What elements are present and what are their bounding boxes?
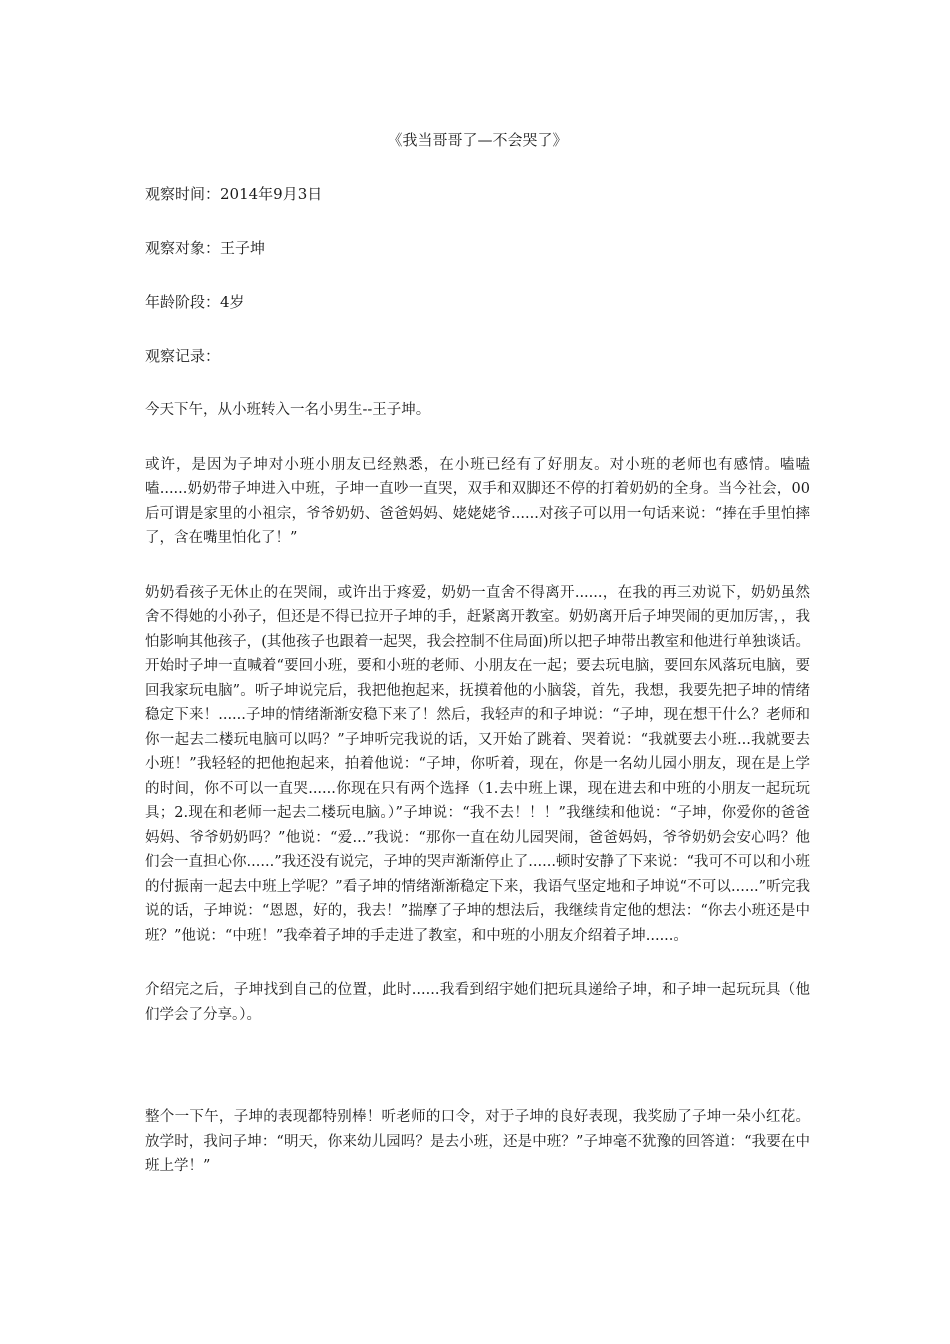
paragraph-conversation: 奶奶看孩子无休止的在哭闹，或许出于疼爱，奶奶一直舍不得离开......，在我的再三劝说下，奶奶虽然舍不得她的小孙子，但还是不得已拉开子坤的手，赶紧离开教室。奶奶离开后子坤哭闹的更加厉害，，我怕影响其他孩子，(其他孩子也跟着一起哭，我会控制不住局面)所以把子坤带出教室和他进行单独谈话。开始时子坤一直喊着“要回小班，要和小班的老师、小朋友在一起；要去玩电脑，要回东风落玩电脑，要回我家玩电脑”。听子坤说完后，我把他抱起来，抚摸着他的小脑袋，首先，我想，我要先把子坤的情绪稳定下来！......子坤的情绪渐渐安稳下来了！然后，我轻声的和子坤说：“子坤，现在想干什么？老师和你一起去二楼玩电脑可以吗？”子坤听完我说的话，又开始了跳着、哭着说：“我就要去小班...我就要去小班！”我轻轻的把他抱起来，拍着他说：“子坤，你听着，现在，你是一名幼儿园小朋友，现在是上学的时间，你不可以一直哭......你现在只有两个选择（1.去中班上课，现在进去和中班的小朋友一起玩玩具；2.现在和老师一起去二楼玩电脑。）”子坤说：“我不去！！！”我继续和他说：“子坤，你爱你的爸爸妈妈、爷爷奶奶吗？”他说：“爱...”我说：“那你一直在幼儿园哭闹，爸爸妈妈，爷爷奶奶会安心吗？他们会一直担心你......”我还没有说完，子坤的哭声渐渐停止了......顿时安静了下来说：“我可不可以和小班的付振南一起去中班上学呢？”看子坤的情绪渐渐稳定下来，我语气坚定地和子坤说“不可以......”听完我说的话，子坤说：“恩恩，好的，我去！”揣摩了子坤的想法后，我继续肯定他的想法：“你去小班还是中班？”他说：“中班！”我牵着子坤的手走进了教室，和中班的小朋友介绍着子坤......。 (145, 584, 810, 944)
observation-subject: 观察对象：王子坤 (145, 239, 266, 257)
blank-space (145, 1057, 810, 1105)
age-stage: 年龄阶段：4岁 (145, 293, 245, 311)
observation-record-label: 观察记录： (145, 347, 221, 365)
paragraph-introduction: 介绍完之后，子坤找到自己的位置，此时......我看到绍宇她们把玩具递给子坤，和子坤一起玩玩具（他们学会了分享。）。 (145, 982, 810, 1023)
paragraph-intro: 今天下午，从小班转入一名小男生--王子坤。 (145, 402, 431, 418)
paragraph-background: 或许，是因为子坤对小班小朋友已经熟悉，在小班已经有了好朋友。对小班的老师也有感情。嗑嗑嗑......奶奶带子坤进入中班，子坤一直吵一直哭，双手和双脚还不停的打着奶奶的全身。当今社会，00后可谓是家里的小祖宗，爷爷奶奶、爸爸妈妈、姥姥姥爷......对孩子可以用一句话来说：“捧在手里怕摔了，含在嘴里怕化了！” (145, 456, 810, 546)
observation-time: 观察时间：2014年9月3日 (145, 185, 323, 203)
document-title: 《我当哥哥了—不会哭了》 (387, 131, 568, 149)
document-page (145, 128, 810, 1209)
paragraph-afternoon: 整个一下午，子坤的表现都特别棒！听老师的口令，对于子坤的良好表现，我奖励了子坤一朵小红花。放学时，我问子坤：“明天，你来幼儿园吗？是去小班，还是中班？”子坤毫不犹豫的回答道：“我要在中班上学！” (145, 1109, 810, 1174)
